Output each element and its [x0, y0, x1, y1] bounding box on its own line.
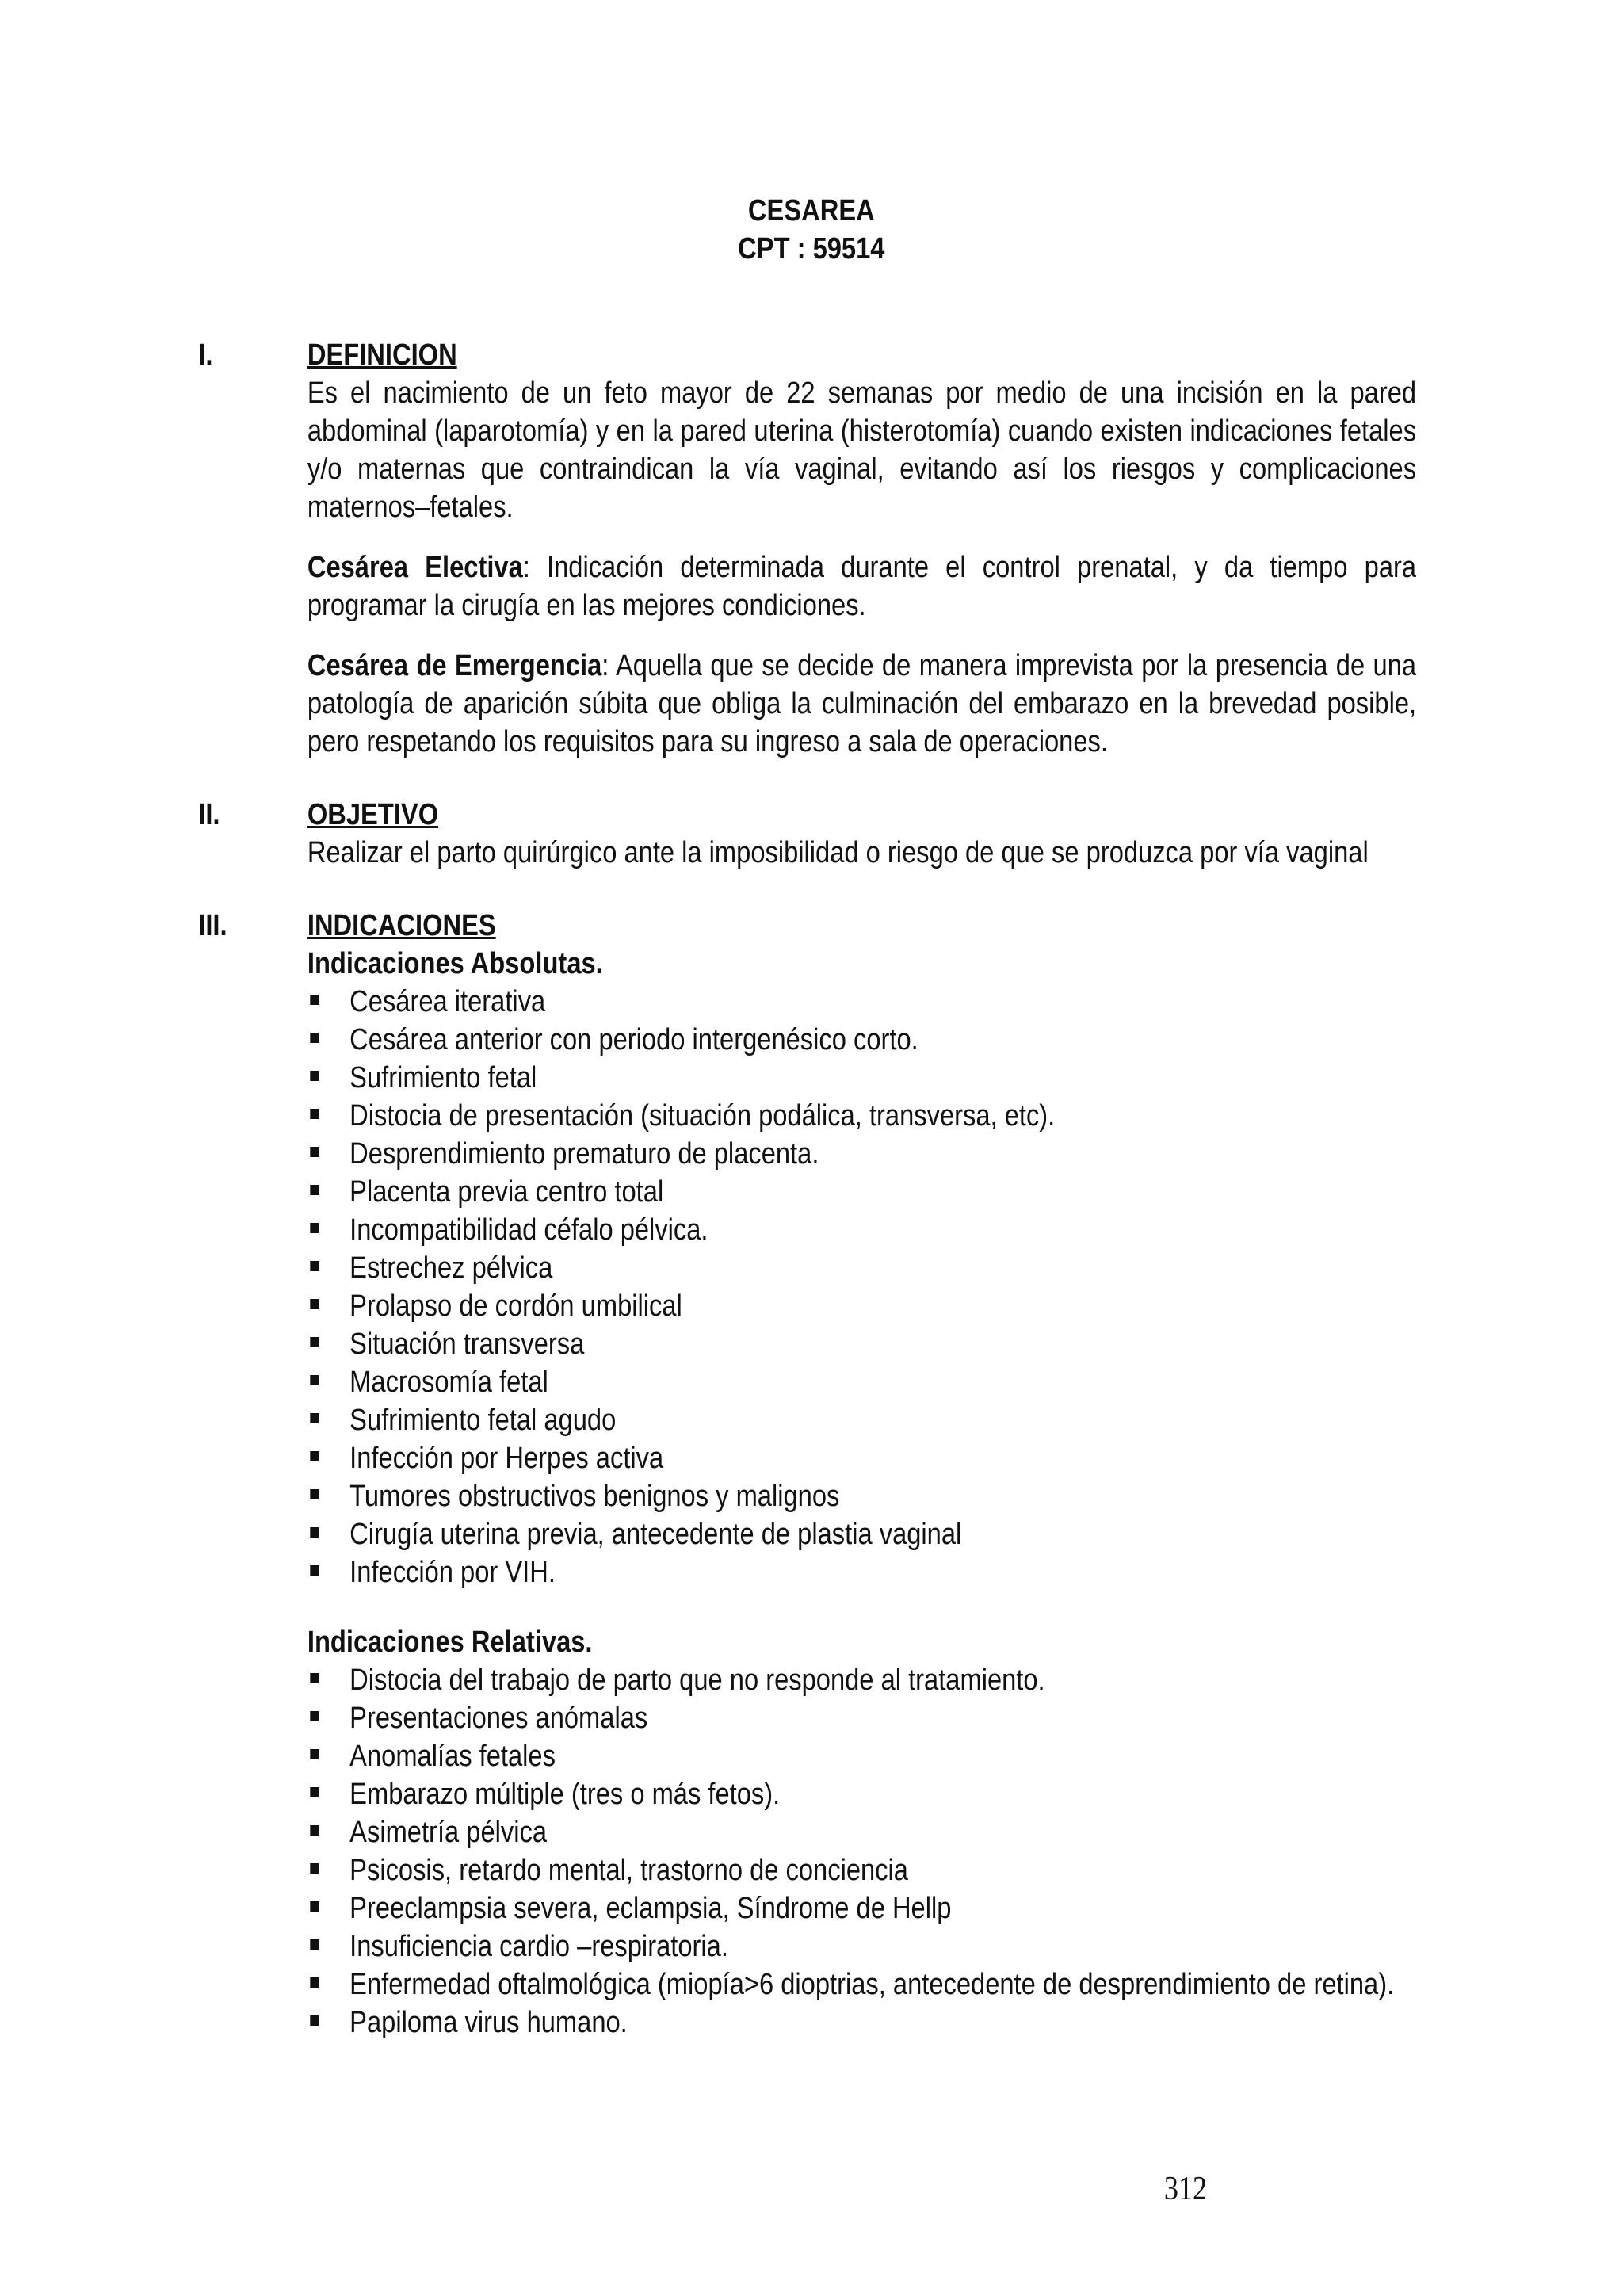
- square-bullet-icon: [310, 1939, 319, 1950]
- list-item-text: Distocia del trabajo de parto que no responde al tratamiento.: [349, 1664, 1045, 1697]
- square-bullet-icon: [310, 1451, 319, 1461]
- list-item: [307, 1775, 1416, 1813]
- list-item: [307, 1249, 1416, 1287]
- list-item: [307, 1287, 1416, 1325]
- list-item: [307, 1515, 1416, 1553]
- list-item-text: Prolapso de cordón umbilical: [349, 1289, 682, 1323]
- section-indicaciones: [198, 907, 1416, 2042]
- list-item: [307, 1661, 1416, 1699]
- list-item-text: Desprendimiento prematuro de placenta.: [349, 1137, 819, 1171]
- title-block: [0, 192, 1623, 268]
- definition-paragraph: Es el nacimiento de un feto mayor de 22 semanas por medio de una incisión en la pared abdominal (laparotomía) y en la pared uterina (histerotomía) cuando existen indicaciones fetales y/o maternas que contraindican la vía vaginal, evitando así los riesgos y complicaciones maternos–fetales.: [307, 376, 1417, 524]
- list-item: [307, 1059, 1416, 1097]
- electiva-paragraph: [307, 548, 1416, 625]
- list-item: [307, 1889, 1416, 1927]
- list-item-text: Infección por VIH.: [349, 1556, 556, 1589]
- document-body: [198, 336, 1417, 2076]
- list-item: [307, 1813, 1416, 1851]
- cpt-code: CPT : 59514: [738, 232, 885, 266]
- list-item: [307, 1699, 1416, 1737]
- square-bullet-icon: [310, 1527, 319, 1538]
- absolutas-list: [307, 983, 1416, 1591]
- square-bullet-icon: [310, 1749, 319, 1759]
- objective-text: Realizar el parto quirúrgico ante la imposibilidad o riesgo de que se produzca por vía vaginal: [307, 836, 1369, 869]
- relativas-heading: Indicaciones Relativas.: [307, 1626, 593, 1659]
- square-bullet-icon: [310, 1071, 319, 1081]
- square-bullet-icon: [310, 1489, 319, 1499]
- section-heading: INDICACIONES: [307, 909, 496, 942]
- electiva-label: Cesárea Electiva: [307, 551, 523, 584]
- emergencia-label: Cesárea de Emergencia: [307, 649, 602, 682]
- list-item: [307, 1851, 1416, 1889]
- list-item-text: Papiloma virus humano.: [349, 2006, 628, 2039]
- section-objetivo: [198, 796, 1416, 872]
- emergencia-paragraph: [307, 647, 1416, 761]
- electiva-text: : Indicación determinada durante el control prenatal, y da tiempo para programar la cirugía en las mejores condiciones.: [307, 551, 1417, 622]
- square-bullet-icon: [310, 995, 319, 1005]
- square-bullet-icon: [310, 1033, 319, 1043]
- list-item-text: Cesárea iterativa: [349, 985, 546, 1018]
- square-bullet-icon: [310, 1375, 319, 1385]
- square-bullet-icon: [310, 1977, 319, 1988]
- square-bullet-icon: [310, 1863, 319, 1874]
- list-item: [307, 1211, 1416, 1249]
- list-item-text: Anomalías fetales: [349, 1740, 556, 1773]
- list-item: [307, 1363, 1416, 1401]
- list-item-text: Infección por Herpes activa: [349, 1442, 664, 1475]
- list-item-text: Embarazo múltiple (tres o más fetos).: [349, 1778, 781, 1811]
- list-item: [307, 2004, 1416, 2042]
- section-definicion: [198, 336, 1417, 761]
- square-bullet-icon: [310, 1413, 319, 1423]
- list-item-text: Insuficiencia cardio –respiratoria.: [349, 1930, 728, 1963]
- square-bullet-icon: [310, 1673, 319, 1683]
- document-title: CESAREA: [747, 194, 875, 227]
- list-item: [307, 1325, 1416, 1363]
- list-item: [307, 1927, 1416, 1966]
- list-item: [307, 1737, 1416, 1775]
- list-item-text: Preeclampsia severa, eclampsia, Síndrome de Hellp: [349, 1892, 952, 1925]
- square-bullet-icon: [310, 1337, 319, 1347]
- relativas-list: [307, 1661, 1416, 2042]
- square-bullet-icon: [310, 1565, 319, 1576]
- list-item: [307, 1173, 1416, 1211]
- list-item-text: Incompatibilidad céfalo pélvica.: [349, 1213, 708, 1247]
- square-bullet-icon: [310, 1711, 319, 1721]
- section-heading: OBJETIVO: [307, 798, 439, 831]
- square-bullet-icon: [310, 1109, 319, 1119]
- list-item-text: Situación transversa: [349, 1328, 585, 1361]
- section-numeral: III.: [198, 909, 227, 942]
- square-bullet-icon: [310, 1787, 319, 1797]
- list-item-text: Macrosomía fetal: [349, 1366, 548, 1399]
- list-item-text: Enfermedad oftalmológica (miopía>6 dioptrias, antecedente de desprendimiento de retina).: [349, 1968, 1395, 2001]
- list-item: [307, 1439, 1416, 1477]
- list-item-text: Psicosis, retardo mental, trastorno de conciencia: [349, 1854, 908, 1887]
- list-item-text: Sufrimiento fetal agudo: [349, 1404, 617, 1437]
- absolutas-heading: Indicaciones Absolutas.: [307, 947, 603, 980]
- list-item: [307, 1477, 1416, 1515]
- list-item: [307, 1553, 1416, 1591]
- list-item: [307, 1966, 1416, 2004]
- list-item-text: Estrechez pélvica: [349, 1251, 553, 1285]
- section-numeral: II.: [198, 798, 220, 831]
- section-numeral: I.: [198, 338, 213, 372]
- list-item: [307, 1097, 1416, 1135]
- list-item: [307, 1401, 1416, 1439]
- square-bullet-icon: [310, 1299, 319, 1309]
- list-item: [307, 1135, 1416, 1173]
- list-item-text: Cesárea anterior con periodo intergenésico corto.: [349, 1023, 918, 1056]
- list-item: [307, 1021, 1416, 1059]
- page-number: 312: [1163, 2171, 1208, 2207]
- emergencia-text: : Aquella que se decide de manera imprevista por la presencia de una patología de aparición súbita que obliga la culminación del embarazo en la brevedad posible, pero respetando los requisitos para su ingreso a sala de operaciones.: [307, 649, 1417, 758]
- square-bullet-icon: [310, 1223, 319, 1233]
- square-bullet-icon: [310, 1261, 319, 1271]
- square-bullet-icon: [310, 1825, 319, 1836]
- list-item-text: Asimetría pélvica: [349, 1816, 548, 1849]
- list-item-text: Presentaciones anómalas: [349, 1702, 648, 1735]
- list-item-text: Placenta previa centro total: [349, 1175, 664, 1209]
- list-item-text: Distocia de presentación (situación podálica, transversa, etc).: [349, 1099, 1056, 1133]
- list-item-text: Cirugía uterina previa, antecedente de plastia vaginal: [349, 1518, 962, 1551]
- square-bullet-icon: [310, 1147, 319, 1157]
- square-bullet-icon: [310, 1185, 319, 1195]
- square-bullet-icon: [310, 1901, 319, 1912]
- square-bullet-icon: [310, 2015, 319, 2026]
- section-heading: DEFINICION: [307, 338, 457, 372]
- list-item-text: Tumores obstructivos benignos y malignos: [349, 1480, 840, 1513]
- list-item: [307, 983, 1416, 1021]
- list-item-text: Sufrimiento fetal: [349, 1061, 537, 1095]
